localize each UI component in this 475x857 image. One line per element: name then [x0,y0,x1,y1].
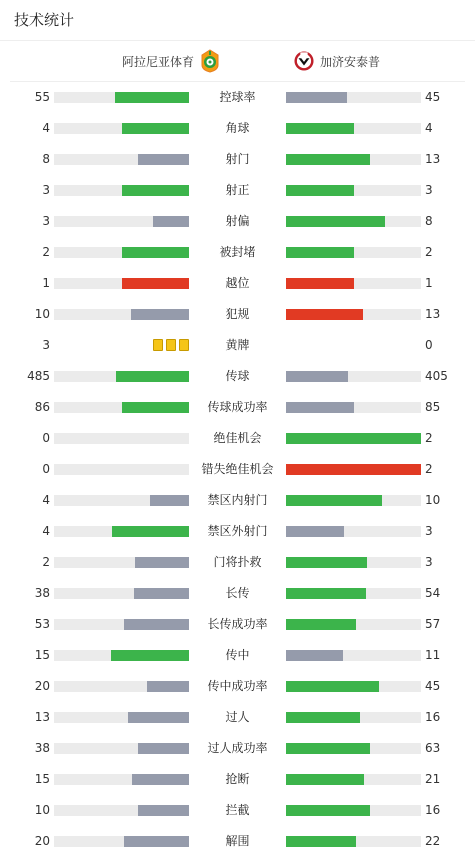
away-stat-value: 21 [425,772,441,786]
home-stat-bar [54,619,189,630]
away-stat-value: 4 [425,121,433,135]
away-stat-bar [286,92,421,103]
yellow-card-icon [179,339,189,351]
stat-label: 犯规 [225,307,250,321]
away-stat-bar-fill [286,464,421,475]
home-stat-value: 1 [42,276,50,290]
home-stat-bar-fill [153,216,189,227]
home-stat-bar [54,464,189,475]
away-stat-bar [286,309,421,320]
away-stat-bar-fill [286,650,343,661]
stat-label: 错失绝佳机会 [201,462,274,476]
stat-label: 禁区外射门 [207,524,268,538]
away-stat-value: 405 [425,369,448,383]
away-stat-bar [286,743,421,754]
home-stat-bar [54,402,189,413]
home-stat-bar-fill [115,92,189,103]
stat-label: 过人 [225,710,250,724]
home-stat-value: 53 [34,617,50,631]
home-stat-bar [54,774,189,785]
home-stat-value: 0 [42,431,50,445]
away-stat-value: 1 [425,276,433,290]
home-stat-value: 3 [42,214,50,228]
home-stat-bar-fill [131,309,189,320]
stat-label: 拦截 [225,803,250,817]
stat-label: 门将扑救 [213,555,262,569]
stat-row [0,206,475,237]
home-stat-bar-fill [111,650,189,661]
away-stat-bar [286,464,421,475]
away-stat-bar [286,216,421,227]
stat-row [0,392,475,423]
stat-row [0,361,475,392]
home-stat-bar-fill [122,123,190,134]
away-stat-bar [286,185,421,196]
away-stat-bar [286,402,421,413]
away-stat-bar-fill [286,371,348,382]
away-stat-bar-fill [286,774,364,785]
away-stat-value: 2 [425,462,433,476]
home-stat-value: 2 [42,245,50,259]
home-stat-bar [54,588,189,599]
stat-row [0,671,475,702]
home-stat-bar [54,557,189,568]
home-stat-bar [54,154,189,165]
home-stat-bar-fill [138,743,189,754]
home-stat-bar-fill [128,712,189,723]
home-stat-bar-fill [147,681,189,692]
home-stat-value: 3 [42,338,50,352]
away-stat-bar-fill [286,743,370,754]
away-stat-value: 3 [425,555,433,569]
away-stat-value: 3 [425,524,433,538]
home-stat-bar-fill [124,836,189,847]
home-stat-bar-fill [138,805,189,816]
away-stat-value: 13 [425,152,441,166]
stat-label: 黄牌 [225,338,250,352]
home-stat-value: 2 [42,555,50,569]
stat-label: 过人成功率 [207,741,268,755]
home-stat-value: 86 [34,400,50,414]
home-stat-value: 38 [34,586,50,600]
page-title: 技术统计 [0,0,475,41]
stat-label: 长传成功率 [207,617,268,631]
away-stat-bar-fill [286,495,382,506]
away-stat-value: 54 [425,586,441,600]
home-stat-bar [54,526,189,537]
away-team-name: 加济安泰普 [320,54,381,69]
away-stat-value: 16 [425,803,441,817]
home-stat-bar-fill [134,588,189,599]
stat-label: 被封堵 [219,245,256,259]
home-stat-bar-fill [116,371,189,382]
stat-row [0,485,475,516]
away-stat-bar-fill [286,433,421,444]
away-stat-bar-fill [286,836,356,847]
home-stat-bar [54,185,189,196]
stat-row [0,826,475,857]
away-stat-bar-fill [286,588,366,599]
away-stat-bar [286,495,421,506]
stat-row [0,175,475,206]
away-stat-bar [286,247,421,258]
home-stat-bar [54,836,189,847]
away-stat-value: 2 [425,431,433,445]
home-stat-bar-fill [122,185,190,196]
stat-label: 控球率 [219,90,256,104]
stat-row [0,454,475,485]
away-stat-bar-fill [286,216,385,227]
away-stat-bar-fill [286,154,370,165]
away-stat-bar-fill [286,557,367,568]
home-team-name: 阿拉尼亚体育 [121,54,194,69]
away-stat-bar [286,557,421,568]
away-stat-value: 45 [425,679,441,693]
away-stat-bar [286,278,421,289]
home-stat-value: 3 [42,183,50,197]
home-stat-value: 10 [34,307,50,321]
home-stat-bar [54,650,189,661]
home-stat-bar [54,216,189,227]
away-team-logo-icon [294,49,314,73]
stat-row [0,82,475,113]
stat-label: 绝佳机会 [213,431,262,445]
away-stat-bar [286,371,421,382]
stat-row [0,516,475,547]
stat-label: 禁区内射门 [207,493,268,507]
yellow-card-icon [166,339,176,351]
stat-label: 传球成功率 [207,400,268,414]
away-stat-bar-fill [286,526,344,537]
away-stat-bar [286,123,421,134]
stat-row [0,733,475,764]
away-stat-bar [286,836,421,847]
home-stat-bar-fill [132,774,189,785]
stats-list [0,82,475,857]
away-stat-bar [286,774,421,785]
away-team[interactable] [294,41,380,81]
away-stat-value: 63 [425,741,441,755]
stat-label: 射门 [225,152,250,166]
away-stat-value: 16 [425,710,441,724]
home-stat-bar-fill [124,619,189,630]
stat-label: 越位 [225,276,250,290]
away-stat-bar-fill [286,185,354,196]
stat-row [0,609,475,640]
away-stat-bar [286,681,421,692]
away-stat-value: 2 [425,245,433,259]
yellow-cards [153,339,189,351]
home-stat-bar [54,247,189,258]
away-stat-bar-fill [286,309,363,320]
stat-label: 抢断 [225,772,250,786]
home-team-logo-icon [200,49,220,73]
away-stat-value: 13 [425,307,441,321]
away-stat-bar-fill [286,402,354,413]
stat-row [0,113,475,144]
home-stat-bar [54,743,189,754]
home-stat-value: 4 [42,121,50,135]
yellow-card-icon [153,339,163,351]
away-stat-bar [286,154,421,165]
home-stat-bar [54,309,189,320]
away-stat-bar-fill [286,805,370,816]
home-stat-bar [54,371,189,382]
stat-row [0,268,475,299]
away-stat-value: 0 [425,338,433,352]
home-stat-bar [54,278,189,289]
teams-header [10,41,465,82]
home-stat-bar [54,92,189,103]
home-stat-value: 15 [34,648,50,662]
away-stat-value: 11 [425,648,441,662]
home-stat-bar-fill [112,526,189,537]
stat-row [0,299,475,330]
stat-row [0,237,475,268]
home-stat-bar [54,805,189,816]
away-stat-value: 57 [425,617,441,631]
stat-label: 解围 [225,834,250,848]
home-stat-bar-fill [122,278,190,289]
stat-label: 射偏 [225,214,250,228]
stat-row [0,547,475,578]
stat-label: 传球 [225,369,250,383]
away-stat-bar [286,712,421,723]
away-stat-value: 45 [425,90,441,104]
away-stat-bar-fill [286,278,354,289]
home-stat-bar-fill [122,402,190,413]
home-stat-bar [54,495,189,506]
away-stat-bar [286,805,421,816]
away-stat-bar [286,619,421,630]
away-stat-bar-fill [286,123,354,134]
home-stat-value: 4 [42,524,50,538]
stat-row [0,423,475,454]
stat-row [0,640,475,671]
stat-row [0,144,475,175]
home-stat-value: 8 [42,152,50,166]
away-stat-bar-fill [286,92,347,103]
away-stat-value: 3 [425,183,433,197]
home-stat-bar [54,123,189,134]
home-stat-value: 13 [34,710,50,724]
home-stat-value: 10 [34,803,50,817]
home-stat-bar [54,712,189,723]
home-stat-bar [54,681,189,692]
stat-label: 角球 [225,121,250,135]
home-stat-bar [54,433,189,444]
away-stat-bar-fill [286,712,360,723]
away-stat-bar [286,526,421,537]
home-stat-value: 20 [34,679,50,693]
home-stat-bar-fill [150,495,189,506]
home-stat-value: 4 [42,493,50,507]
stat-label: 长传 [225,586,250,600]
home-stat-value: 38 [34,741,50,755]
home-stat-value: 485 [27,369,50,383]
stat-label: 传中 [225,648,250,662]
stat-row [0,764,475,795]
stat-row [0,795,475,826]
away-stat-bar [286,588,421,599]
home-stat-bar-fill [135,557,189,568]
home-stat-value: 20 [34,834,50,848]
home-team[interactable] [122,41,220,81]
away-stat-value: 10 [425,493,441,507]
home-stat-bar-fill [122,247,190,258]
stat-label: 传中成功率 [207,679,268,693]
away-stat-bar-fill [286,619,356,630]
home-stat-value: 15 [34,772,50,786]
home-stat-value: 55 [34,90,50,104]
away-stat-bar-fill [286,247,354,258]
stat-row [0,702,475,733]
home-stat-bar-fill [138,154,189,165]
home-stat-value: 0 [42,462,50,476]
stat-row [0,330,475,361]
away-stat-bar-fill [286,681,379,692]
away-stat-value: 85 [425,400,441,414]
away-stat-bar [286,433,421,444]
away-stat-bar [286,650,421,661]
stat-label: 射正 [225,183,250,197]
stat-row [0,578,475,609]
away-stat-value: 22 [425,834,441,848]
away-stat-value: 8 [425,214,433,228]
